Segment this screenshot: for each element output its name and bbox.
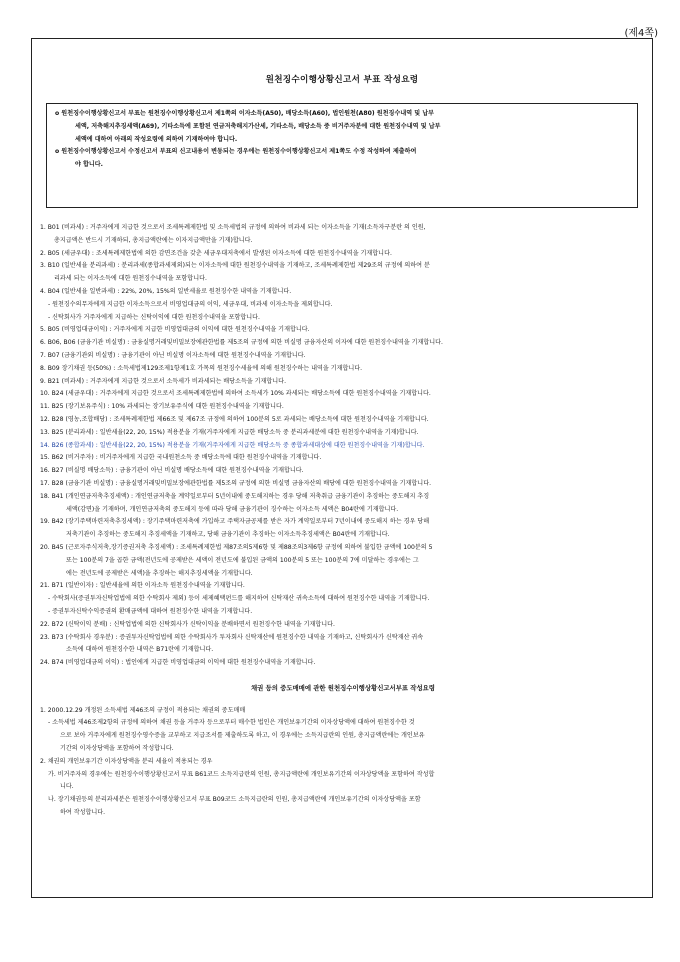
list-item: 저축기관이 추징하는 중도해지 추징세액을 기재하고, 당해 금융기관이 추징하는 이자소득추징세액은 B04란에 기재합니다. [66,531,390,539]
list-item: 또는 100분의 7을 곱한 금액(전년도에 공제받은 세액이 전년도에 불입된 금액의 100분의 5 또는 100분의 7에 미달하는 경우에는 그 [66,556,419,564]
list-item: 소득에 대하여 원천징수한 내역은 B71란에 기재합니다. [66,646,214,654]
list-item: 14. B26 (종합과세) : 일반세율(22, 20, 15%) 적용분을 기재(거주자에게 지급한 배당소득 중 종합과세대상에 대한 원천징수내역을 기재)합니다. [40,441,425,449]
list-item: 7. B07 (금융기관외 비실명) : 금융기관이 아닌 비실명 이자소득에 대한 원천징수내역을 기재합니다. [40,351,306,359]
list-item: 8. B09 장기채권 등(50%) : 소득세법제129조제1항제1호 가목의 원천징수세율에 의해 원천징수하는 내역을 기재합니다. [40,364,363,372]
list-item: 6. B06, B06 (금융기관 비실명) : 금융실명거래및비밀보장에관한법률 제5조의 규정에 의한 비실명 금융자산의 이자에 대한 원천징수내역을 기재합니다. [40,339,443,347]
list-item: 19. B42 (장기주택마련저축추징세액) : 장기주택마련저축에 가입하고 주택자금공제를 받은 자가 계약일로부터 7년이내에 중도해지 하는 경우 당해 [40,518,430,526]
list-item: - 소득세법 제46조제2항의 규정에 의하여 채권 등을 거주자 등으로부터 매수한 법인은 개인보유기간의 이자상당액에 대하여 원천징수한 것 [48,719,415,727]
list-item: 18. B41 (개인연금저축추징세액) : 개인연금저축을 계약일로부터 5년이내에 중도해지하는 경우 당해 저축취급 금융기관이 추징하는 중도해지 추징 [40,492,430,500]
list-item: 9. B21 (비과세) : 거주자에게 지급한 것으로서 소득세가 비과세되는 배당소득을 기재합니다. [40,377,287,385]
list-item: - 신탁회사가 거주자에게 지급하는 신탁이익에 대한 원천징수내역을 포함합니다. [48,313,260,321]
list-item: 하여 작성합니다. [60,809,106,817]
list-item: 21. B71 (일반이자) : 일반세율에 의한 이자소득 원천징수내역을 기재합니다. [40,582,245,590]
list-item: 니다. [60,783,74,791]
list-item: - 증권투자신탁수익증권의 환매금액에 대하여 원천징수한 내역을 기재합니다. [48,607,253,615]
list-item: 2. B05 (세금우대) : 조세특례제한법에 의한 감면조건을 갖춘 세금우대저축에서 발생된 이자소득에 대한 원천징수내역을 기재합니다. [40,249,392,257]
list-item: 24. B74 (비영업대금의 이익) : 법인에게 지급한 비영업대금의 이익에 대한 원천징수내역을 기재합니다. [40,659,316,667]
list-item: 10. B24 (세금우대) : 거주자에게 지급한 것으로서 조세특례제한법에 의하여 소득세가 10% 과세되는 배당소득에 대한 원천징수내역을 기재합니다. [40,390,431,398]
list-item: 으로 보아 거주자에게 원천징수영수증을 교부하고 지급조서를 제출하도록 하고, 이 경우에는 소득지급란의 인원, 총지급액란에는 개인보유 [60,732,425,740]
list-item: 2. 채권의 개인보유기간 이자상당액을 분리 세율이 적용되는 경우 [40,757,213,765]
list-item: 나. 장기채권등의 분리과세분은 원천징수이행상황신고서 부표 B09코드 소득지급란의 인원, 총지급액란에 개인보유기간의 이자상당액을 포함 [48,796,421,804]
list-item: 16. B27 (비실명 배당소득) : 금융기관이 아닌 비실명 배당소득에 대한 원천징수내역을 기재합니다. [40,467,304,475]
list-item: - 수탁회사(증권투자신탁업법에 의한 수탁회사 제외) 등이 세제혜택펀드를 해지하여 신탁재산 귀속소득에 대하여 원천징수한 내역을 기재합니다. [48,595,430,603]
list-item: 기간의 이자상당액을 포함하여 작성합니다. [60,745,174,753]
list-item: 총지급액은 반드시 기재하되, 총지급액란에는 이자지급액만을 기재)합니다. [54,236,253,244]
list-item: 리과세 되는 이자소득에 대한 원천징수내역을 포함합니다. [54,275,207,283]
notice-line: o 원천징수이행상황신고서 수정신고서 부표의 신고내용이 변동되는 경우에는 원천징수이행상황신고서 제1쪽도 수정 작성하여 제출하여 [55,148,417,156]
instructions-list [40,222,646,820]
list-item: - 원천징수의무자에게 지급한 이자소득으로서 비영업대금의 이익, 세금우대, 비과세 이자소득을 제외합니다. [48,300,333,308]
notice-line: 세액에 대하여 아래의 작성요령에 의하여 기재하여야 합니다. [75,135,238,143]
list-item: 세액(감면)을 기재하며, 개인연금저축의 중도해지 등에 따라 당해 금융기관이 징수하는 이자소득 세액은 B04란에 기재합니다. [66,505,399,513]
list-item: 22. B72 (신탁이익 분배) : 신탁업법에 의한 신탁회사가 신탁이익을 분배하면서 원천징수한 내역을 기재합니다. [40,620,335,628]
list-item: 1. 2000.12.29 개정된 소득세법 제46조의 규정이 적용되는 채권의 중도매매 [40,706,246,714]
notice-line: o 원천징수이행상황신고서 부표는 원천징수이행상황신고서 제1쪽의 이자소득(A50), 배당소득(A60), 법인원천(A80) 원천징수내역 및 납부 [55,110,435,117]
list-item: 13. B25 (분리과세) : 일반세율(22, 20, 15%) 적용분을 기재(거주자에게 지급한 배당소득 중 분리과세분에 대한 원천징수내역을 기재)합니다. [40,428,419,436]
list-item: 가. 비거주자의 경우에는 원천징수이행상황신고서 부표 B61코드 소득지급란의 인원, 총지급액란에 개인보유기간의 이자상당액을 포함하여 작성합 [48,770,435,778]
page-title: 원천징수이행상황신고서 부표 작성요령 [265,75,419,85]
notice-line: 야 합니다. [75,161,103,169]
list-item: 23. B73 (수탁회사 경우분) : 증권투자신탁업법에 의한 수탁회사가 투자회사 신탁재산에 원천징수한 내역을 기재하고, 신탁회사가 신탁재산 귀속 [40,633,424,641]
list-item: 에는 전년도에 공제받은 세액)을 추징하는 해지추징세액을 기재합니다. [66,569,253,577]
section-title: 채권 등의 중도매매에 관한 원천징수이행상황신고서부표 작성요령 [251,683,435,692]
list-item: 17. B28 (금융기관 비실명) : 금융실명거래및비밀보장에관한법률 제5조의 규정에 의한 비실명 금융자산의 배당에 대한 원천징수내역을 기재합니다. [40,479,432,487]
list-item: 20. B45 (근로자주식저축,장기증권저축 추징세액) : 조세특례제한법 제87조의5제6항 및 제88조의3제6항 규정에 의하여 불입한 금액에 100분의 5 [40,543,433,551]
notice-line: 세액, 저축해지추징세액(A69), 기타소득에 포함된 연금저축해지가산세, 기타소득, 배당소득 중 비거주자분에 대한 원천징수내역 및 납부 [75,122,441,130]
list-item: 12. B28 (영농,조합배당) : 조세특례제한법 제66조 및 제67조 규정에 의하여 100분의 5로 과세되는 배당소득에 대한 원천징수내역을 기재합니다. [40,415,429,423]
document-frame [31,38,653,898]
list-item: 5. B05 (비영업대금이익) : 거주자에게 지급한 비영업대금의 이익에 대한 원천징수내역을 기재합니다. [40,326,310,334]
notice-box [46,103,638,208]
list-item: 11. B25 (장기보유주식) : 10% 과세되는 장기보유주식에 대한 원천징수내역을 기재합니다. [40,403,284,411]
form-number: (제4쪽) [624,28,658,39]
list-item: 3. B10 (일반세율 분리과세) : 분리과세(종합과세제외)되는 이자소득에 대한 원천징수내역을 기재하고, 조세특례제한법 제29조의 규정에 의하여 분 [40,262,430,270]
list-item: 4. B04 (일반세율 일반과세) : 22%, 20%, 15%의 일반세율로 원천징수한 내역을 기재합니다. [40,287,292,295]
list-item: 1. B01 (비과세) : 거주자에게 지급한 것으로서 조세특례제한법 및 소득세법의 규정에 의하여 비과세 되는 이자소득을 기재(소득자구분란 의 인원, [40,224,426,231]
list-item: 15. B62 (비거주자) : 비거주자에게 지급한 국내원천소득 중 배당소득에 대한 원천징수내역을 기재합니다. [40,454,322,462]
